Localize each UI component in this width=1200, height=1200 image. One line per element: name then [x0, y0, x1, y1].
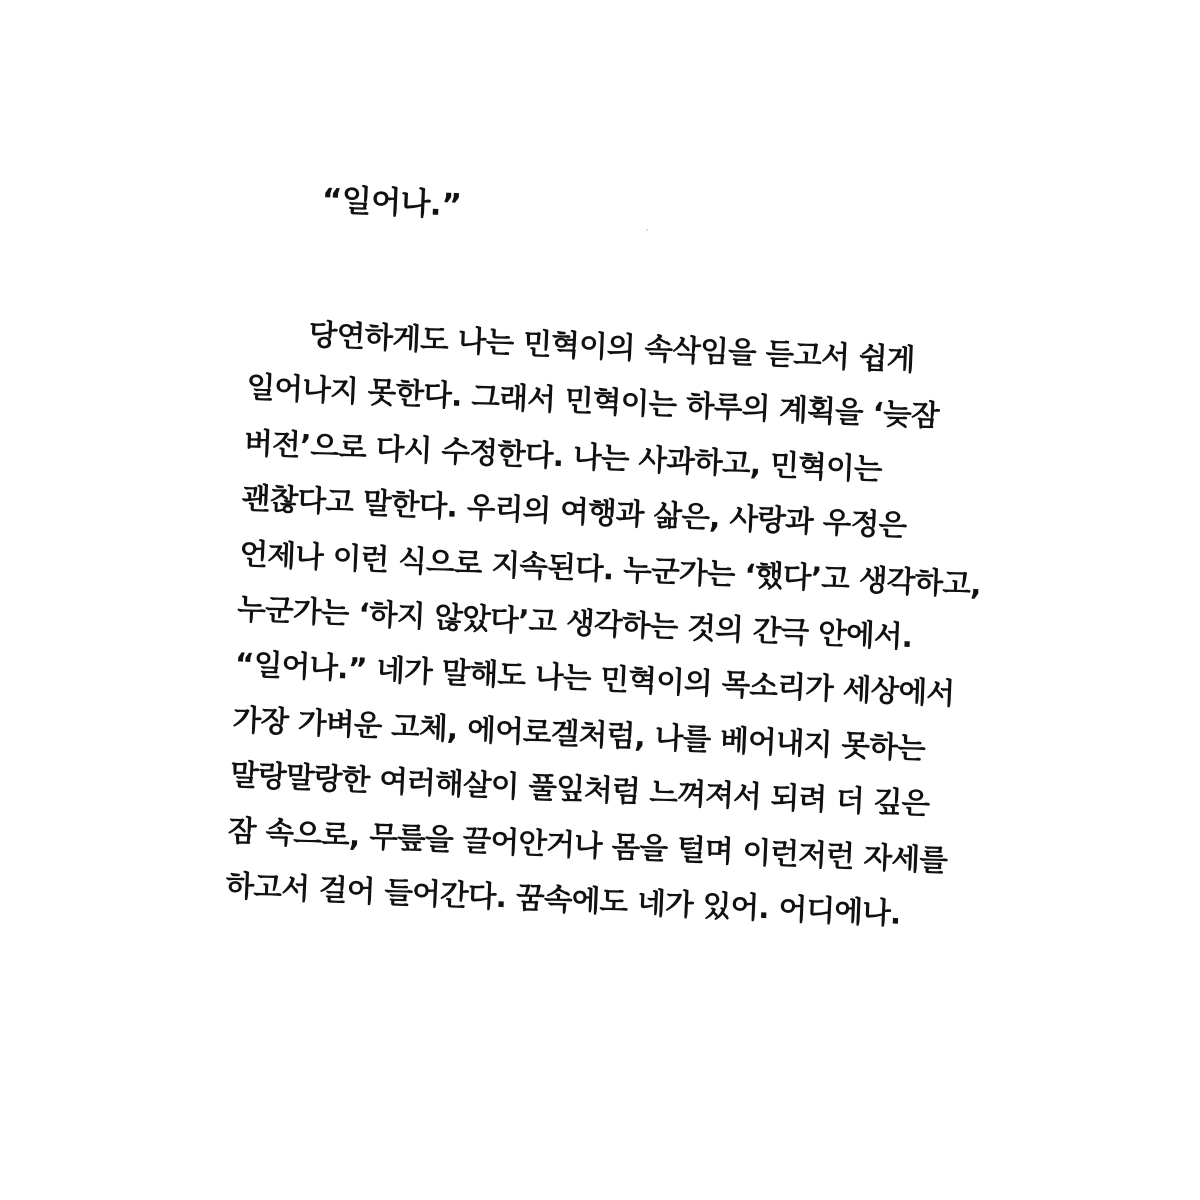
paragraph-line: 괜찮다고 말한다. 우리의 여행과 삶은, 사랑과 우정은: [241, 481, 908, 543]
paragraph-line: 일어나지 못한다. 그래서 민혁이는 하루의 계획을 ‘늦잠: [245, 370, 940, 434]
paragraph-line: “일어나.” 네가 말해도 나는 민혁이의 목소리가 세상에서: [234, 647, 955, 712]
paragraph-line: 누군가는 ‘하지 않았다’고 생각하는 것의 간극 안에서.: [236, 591, 914, 655]
paragraph-line: 당연하게도 나는 민혁이의 속삭임을 듣고서 쉽게: [308, 317, 916, 377]
paragraph-line: 언제나 이런 식으로 지속된다. 누군가는 ‘했다’고 생각하고,: [238, 536, 982, 602]
paragraph-line: 말랑말랑한 여러해살이 풀잎처럼 느껴져서 되려 더 깊은: [229, 757, 931, 822]
opening-quote: “일어나.”: [321, 182, 462, 224]
paragraph-line: 버전’으로 다시 수정한다. 나는 사과하고, 민혁이는: [243, 425, 883, 487]
paragraph-line: 하고서 걸어 들어간다. 꿈속에도 네가 있어. 어디에나.: [224, 868, 902, 931]
paragraph: [224, 305, 1009, 946]
scan-speck: [646, 229, 648, 231]
paragraph-line: 잠 속으로, 무릎을 끌어안거나 몸을 털며 이런저런 자세를: [227, 813, 949, 878]
paragraph-line: 가장 가벼운 고체, 에어로겔처럼, 나를 베어내지 못하는: [231, 702, 926, 766]
